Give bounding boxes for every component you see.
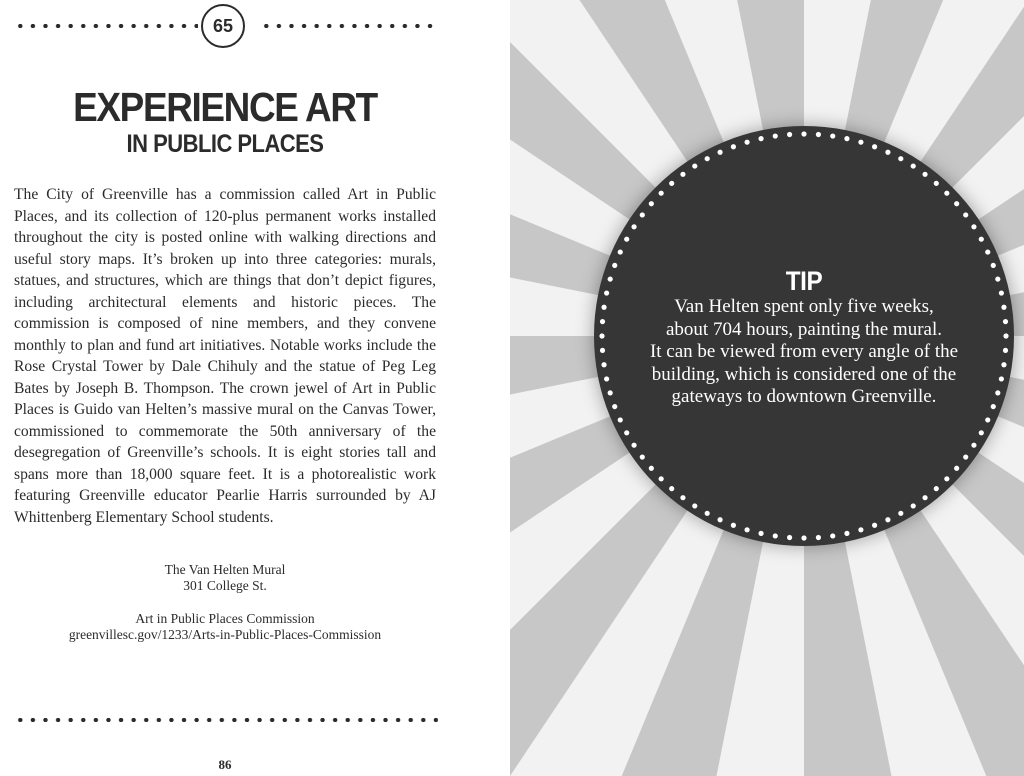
- tip-border-dot: [801, 131, 806, 136]
- tip-border-dot: [640, 212, 645, 217]
- tip-border-dot: [872, 523, 877, 528]
- tip-border-dot: [985, 417, 990, 422]
- header-dotted-rule-left: [14, 24, 198, 28]
- tip-border-dot: [624, 237, 629, 242]
- tip-border-dot: [608, 276, 613, 281]
- tip-border-dot: [624, 430, 629, 435]
- tip-border-dot: [659, 476, 664, 481]
- tip-border-dot: [885, 517, 890, 522]
- tip-border-dot: [1003, 348, 1008, 353]
- tip-border-dot: [692, 503, 697, 508]
- tip-line: It can be viewed from every angle of the: [649, 341, 959, 362]
- tip-line: gateways to downtown Greenville.: [671, 386, 937, 407]
- tip-border-dot: [922, 495, 927, 500]
- tip-border-dot: [999, 290, 1004, 295]
- tip-border-dot: [995, 276, 1000, 281]
- tip-border-dot: [979, 237, 984, 242]
- tip-border-dot: [600, 319, 605, 324]
- right-page: [510, 0, 1024, 776]
- tip-label: TIP: [785, 266, 823, 296]
- tip-border-dot: [816, 535, 821, 540]
- tip-border-dot: [758, 531, 763, 536]
- tip-border-dot: [601, 305, 606, 310]
- tip-border-dot: [717, 517, 722, 522]
- tip-border-dot: [1003, 319, 1008, 324]
- tip-border-dot: [858, 140, 863, 145]
- tip-border-dot: [954, 466, 959, 471]
- tip-border-dot: [604, 376, 609, 381]
- tip-border-dot: [922, 172, 927, 177]
- tip-border-dot: [773, 133, 778, 138]
- tip-border-dot: [963, 454, 968, 459]
- tip-border-dot: [934, 181, 939, 186]
- page-number: 86: [218, 757, 232, 772]
- tip-border-dot: [631, 443, 636, 448]
- tip-border-dot: [744, 140, 749, 145]
- page-title: EXPERIENCE ART: [73, 84, 377, 130]
- tip-border-dot: [963, 212, 968, 217]
- tip-border-dot: [844, 531, 849, 536]
- tip-border-dot: [872, 144, 877, 149]
- tip-border-dot: [608, 390, 613, 395]
- tip-border-dot: [844, 136, 849, 141]
- header-dotted-rule-right: [260, 24, 438, 28]
- tip-border-dot: [1001, 362, 1006, 367]
- tip-border-dot: [692, 163, 697, 168]
- tip-border-dot: [600, 348, 605, 353]
- tip-line: about 704 hours, painting the mural.: [666, 318, 942, 340]
- location-block: [0, 562, 450, 594]
- tip-border-dot: [979, 430, 984, 435]
- tip-border-dot: [954, 201, 959, 206]
- tip-box: [614, 266, 994, 409]
- tip-border-dot: [717, 150, 722, 155]
- tip-border-dot: [680, 495, 685, 500]
- tip-border-dot: [758, 136, 763, 141]
- tip-border-dot: [1001, 305, 1006, 310]
- tip-border-dot: [669, 486, 674, 491]
- location-address: 301 College St.: [183, 578, 267, 593]
- tip-border-dot: [830, 533, 835, 538]
- tip-border-dot: [1003, 333, 1008, 338]
- resource-name: Art in Public Places Commission: [135, 611, 315, 626]
- tip-border-dot: [999, 376, 1004, 381]
- tip-border-dot: [985, 249, 990, 254]
- tip-border-dot: [631, 224, 636, 229]
- resource-block: [0, 611, 450, 643]
- tip-border-dot: [618, 417, 623, 422]
- tip-border-dot: [898, 156, 903, 161]
- tip-line: Van Helten spent only five weeks,: [674, 296, 934, 317]
- tip-border-dot: [604, 290, 609, 295]
- tip-border-dot: [773, 533, 778, 538]
- tip-border-dot: [995, 390, 1000, 395]
- chapter-number-badge: 65: [201, 4, 245, 48]
- tip-border-dot: [649, 466, 654, 471]
- tip-border-dot: [944, 476, 949, 481]
- tip-border-dot: [971, 443, 976, 448]
- tip-border-dot: [744, 527, 749, 532]
- tip-border-dot: [669, 181, 674, 186]
- tip-border-dot: [640, 454, 645, 459]
- tip-border-dot: [944, 191, 949, 196]
- tip-border-dot: [858, 527, 863, 532]
- tip-border-dot: [971, 224, 976, 229]
- tip-border-dot: [801, 535, 806, 540]
- tip-border-dot: [618, 249, 623, 254]
- tip-border-dot: [898, 511, 903, 516]
- tip-border-dot: [816, 132, 821, 137]
- tip-border-dot: [731, 523, 736, 528]
- tip-line: building, which is considered one of the: [651, 363, 957, 385]
- tip-text: [614, 296, 994, 409]
- page-subtitle: IN PUBLIC PLACES: [126, 130, 324, 158]
- tip-border-dot: [731, 144, 736, 149]
- tip-border-dot: [680, 172, 685, 177]
- resource-url[interactable]: greenvillesc.gov/1233/Arts-in-Public-Places-Commission: [68, 627, 382, 642]
- footer-dotted-rule: [14, 718, 438, 722]
- tip-border-dot: [787, 132, 792, 137]
- tip-border-dot: [601, 362, 606, 367]
- tip-border-dot: [885, 150, 890, 155]
- tip-border-dot: [659, 191, 664, 196]
- tip-border-dot: [830, 133, 835, 138]
- tip-border-dot: [705, 511, 710, 516]
- tip-border-dot: [934, 486, 939, 491]
- location-name: The Van Helten Mural: [164, 562, 286, 577]
- tip-border-dot: [649, 201, 654, 206]
- tip-border-dot: [705, 156, 710, 161]
- tip-border-dot: [911, 503, 916, 508]
- left-page: [0, 0, 510, 776]
- tip-border-dot: [599, 333, 604, 338]
- body-paragraph: The City of Greenville has a commission called Art in Public Places, and its collection of 120-plus permanent works installed throughout the city is posted online with walking directions and useful story maps. It’s broken up into three categories: murals, statues, and structures, which are things that don’t depict figures, including architectural elements and historic pieces. The commission is composed of nine members, and they convene monthly to plan and fund art initiatives. Notable works include the Rose Crystal Tower by Dale Chihuly and the statue of Peg Leg Bates by Joseph B. Thompson. The crown jewel of Art in Public Places is Guido van Helten’s massive mural on the Canvas Tower, commissioned to commemorate the 50th anniversary of the desegregation of Greenville’s schools. It is eight stories tall and spans more than 18,000 square feet. It is a photorealistic work featuring Greenville educator Pearlie Harris surrounded by AJ Whittenberg Elementary School students.: [14, 186, 436, 526]
- tip-border-dot: [911, 163, 916, 168]
- tip-border-dot: [787, 535, 792, 540]
